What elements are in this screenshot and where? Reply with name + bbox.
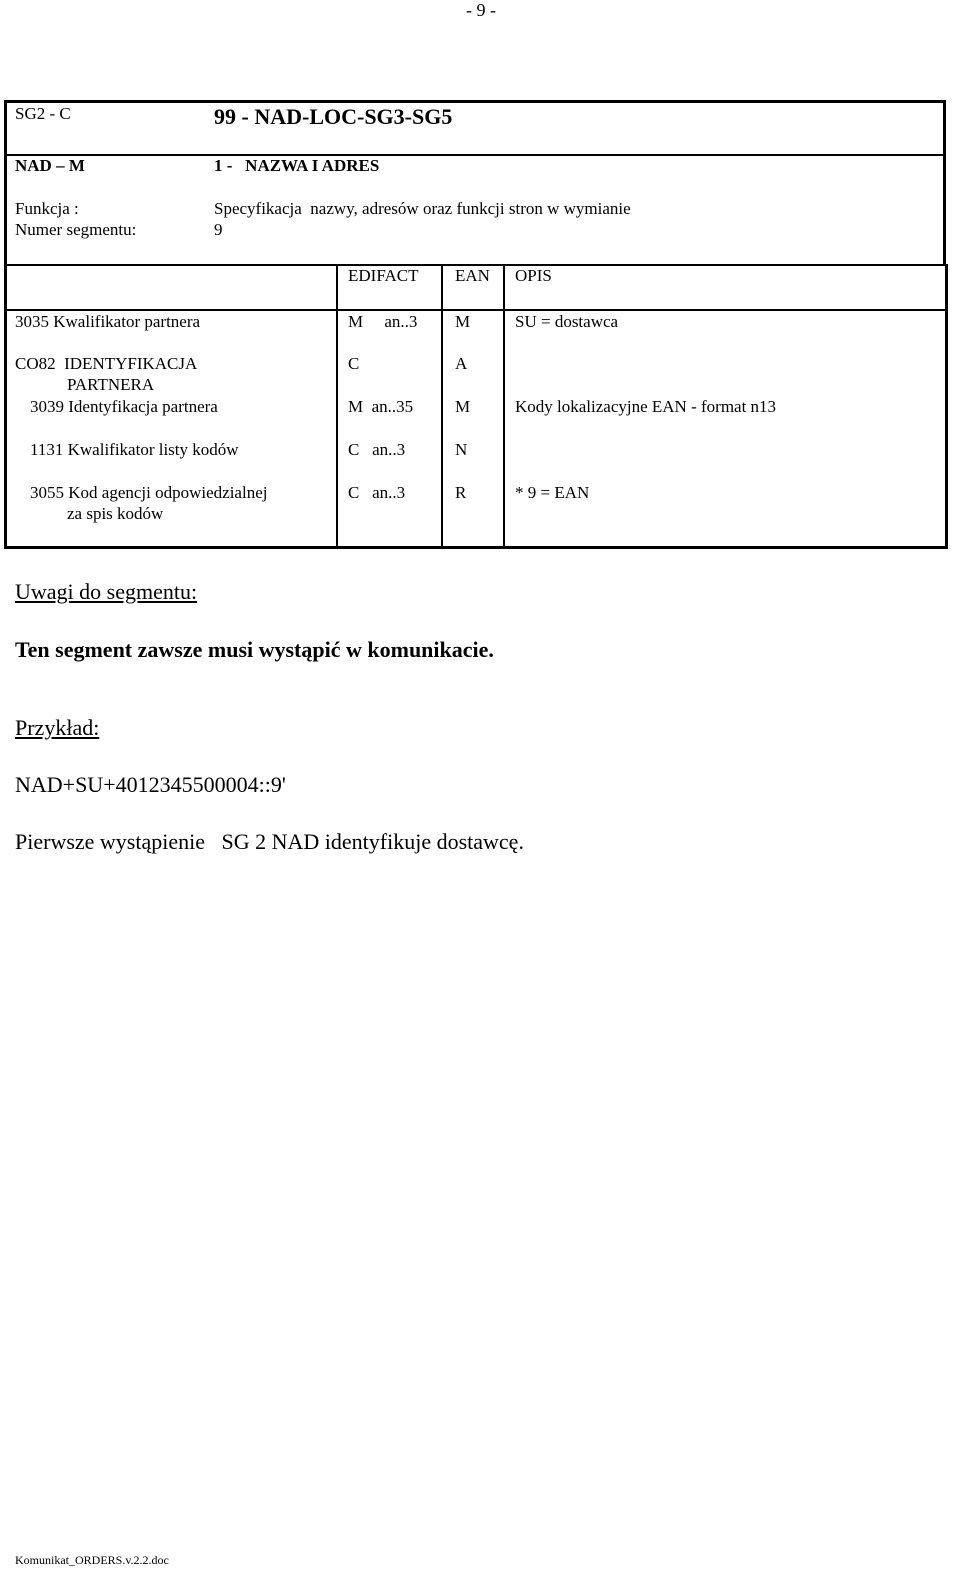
table-row-edifact: C an..3 xyxy=(348,483,406,502)
remarks-label: Uwagi do segmentu: xyxy=(15,579,198,604)
function-value: Specyfikacja nazwy, adresów oraz funkcji stron w wymianie xyxy=(214,199,631,218)
column-divider xyxy=(503,309,505,549)
table-row-ean: A xyxy=(455,354,468,373)
column-header-ean: EAN xyxy=(455,266,490,285)
table-row-name-continued: PARTNERA xyxy=(67,375,155,394)
function-label: Funkcja : xyxy=(15,199,79,218)
group-label: SG2 - C xyxy=(15,104,71,123)
table-row-ean: M xyxy=(455,312,471,331)
example-code: NAD+SU+4012345500004::9' xyxy=(15,772,286,797)
segment-label: NAD – M xyxy=(15,156,85,175)
table-row-edifact: M an..35 xyxy=(348,397,414,416)
segment-title: 1 - NAZWA I ADRES xyxy=(214,156,380,175)
table-row-opis: Kody lokalizacyjne EAN - format n13 xyxy=(515,397,777,416)
table-row-edifact: C an..3 xyxy=(348,440,406,459)
group-title: 99 - NAD-LOC-SG3-SG5 xyxy=(214,104,453,129)
example-label: Przykład: xyxy=(15,715,100,740)
column-divider xyxy=(336,264,338,311)
table-row-name: 1131 Kwalifikator listy kodów xyxy=(30,440,239,459)
example-description: Pierwsze wystąpienie SG 2 NAD identyfikuje dostawcę. xyxy=(15,829,524,854)
table-row-ean: M xyxy=(455,397,471,416)
group-header-box xyxy=(4,100,946,156)
column-divider xyxy=(336,309,338,549)
table-row-opis: SU = dostawca xyxy=(515,312,619,331)
footer-filename: Komunikat_ORDERS.v.2.2.doc xyxy=(15,1553,169,1567)
table-row-name: CO82 IDENTYFIKACJA xyxy=(15,354,198,373)
table-row-edifact: C xyxy=(348,354,360,373)
segment-number-label: Numer segmentu: xyxy=(15,220,137,239)
table-row-name: 3039 Identyfikacja partnera xyxy=(30,397,218,416)
table-row-edifact: M an..3 xyxy=(348,312,418,331)
table-row-opis: * 9 = EAN xyxy=(515,483,590,502)
table-row-name-continued: za spis kodów xyxy=(67,504,164,523)
column-divider xyxy=(503,264,505,311)
column-header-opis: OPIS xyxy=(515,266,552,285)
column-header-edifact: EDIFACT xyxy=(348,266,419,285)
table-row-ean: R xyxy=(455,483,467,502)
segment-number-value: 9 xyxy=(214,220,223,239)
column-divider xyxy=(441,309,443,549)
table-row-name: 3035 Kwalifikator partnera xyxy=(15,312,201,331)
column-divider xyxy=(441,264,443,311)
table-row-name: 3055 Kod agencji odpowiedzialnej xyxy=(30,483,268,502)
page-number: - 9 - xyxy=(466,0,496,20)
table-row-ean: N xyxy=(455,440,468,459)
remarks-text: Ten segment zawsze musi wystąpić w komunikacie. xyxy=(15,637,494,662)
